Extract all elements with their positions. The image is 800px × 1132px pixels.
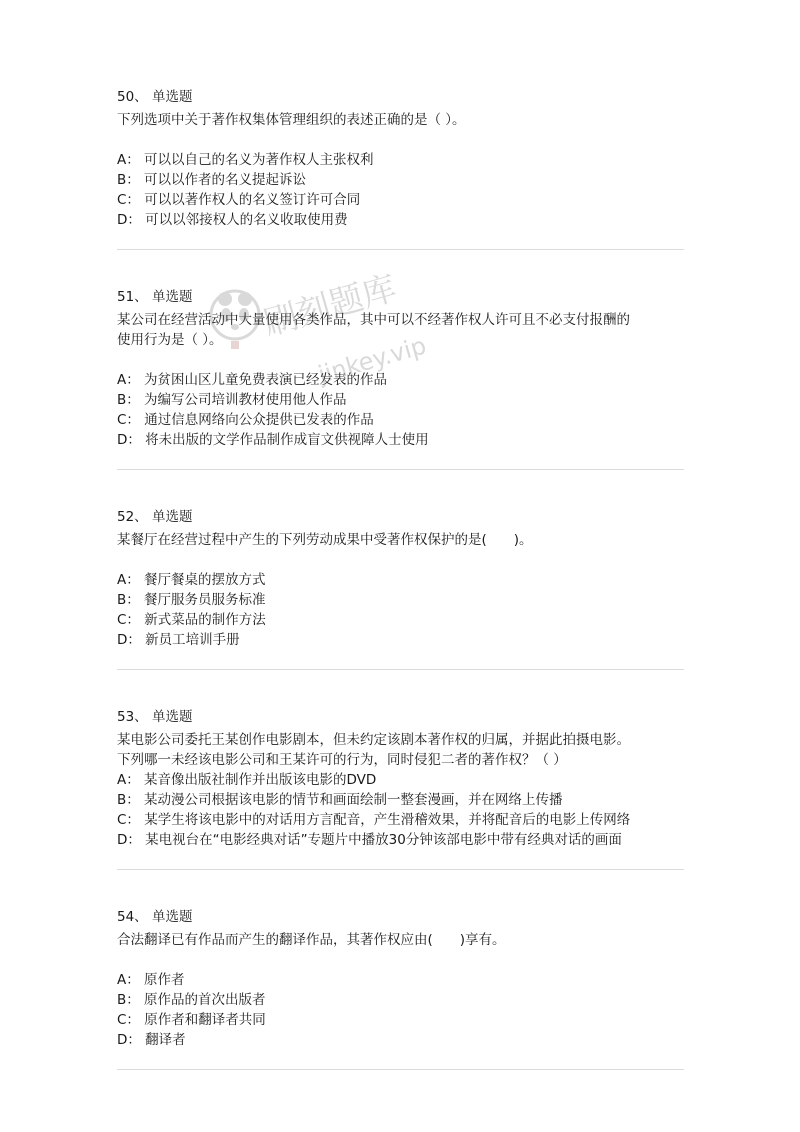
option-a[interactable]: A： 餐厅餐桌的摆放方式 bbox=[117, 572, 266, 588]
option-c[interactable]: C： 新式菜品的制作方法 bbox=[117, 612, 266, 628]
option-d[interactable]: D： 可以以邻接权人的名义收取使用费 bbox=[117, 212, 348, 228]
question-stem: 某公司在经营活动中大量使用各类作品，其中可以不经著作权人许可且不必支付报酬的 bbox=[117, 312, 630, 328]
option-b[interactable]: B： 为编写公司培训教材使用他人作品 bbox=[117, 392, 347, 408]
divider bbox=[117, 249, 684, 250]
question-number: 53、 单选题 bbox=[117, 709, 193, 725]
option-d[interactable]: D： 将未出版的文学作品制作成盲文供视障人士使用 bbox=[117, 432, 429, 448]
option-c[interactable]: C： 可以以著作权人的名义签订许可合同 bbox=[117, 192, 361, 208]
option-c[interactable]: C： 通过信息网络向公众提供已发表的作品 bbox=[117, 412, 374, 428]
option-a[interactable]: A： 为贫困山区儿童免费表演已经发表的作品 bbox=[117, 372, 388, 388]
question-50 bbox=[117, 88, 684, 258]
option-a[interactable]: A： 可以以自己的名义为著作权人主张权利 bbox=[117, 152, 374, 168]
question-number: 54、 单选题 bbox=[117, 909, 193, 925]
watermark-text: 刷刻题库 bbox=[259, 268, 401, 345]
question-stem-line-2: 下列哪一未经该电影公司和王某许可的行为，同时侵犯二者的著作权？（ ） bbox=[117, 752, 567, 768]
question-52 bbox=[117, 508, 684, 678]
question-stem: 合法翻译已有作品而产生的翻译作品，其著作权应由( )享有。 bbox=[117, 932, 506, 948]
option-c[interactable]: C： 某学生将该电影中的对话用方言配音，产生滑稽效果，并将配音后的电影上传网络 bbox=[117, 812, 631, 828]
question-stem: 下列选项中关于著作权集体管理组织的表述正确的是（ ）。 bbox=[117, 112, 466, 128]
option-c[interactable]: C： 原作者和翻译者共同 bbox=[117, 1012, 266, 1028]
question-54 bbox=[117, 908, 684, 1078]
divider bbox=[117, 669, 684, 670]
option-a[interactable]: A： 某音像出版社制作并出版该电影的DVD bbox=[117, 772, 377, 788]
question-stem-line-2: 使用行为是（ ）。 bbox=[117, 332, 223, 348]
option-b[interactable]: B： 原作品的首次出版者 bbox=[117, 992, 266, 1008]
divider bbox=[117, 1069, 684, 1070]
question-53 bbox=[117, 708, 684, 878]
divider bbox=[117, 869, 684, 870]
question-stem: 某餐厅在经营过程中产生的下列劳动成果中受著作权保护的是( )。 bbox=[117, 532, 533, 548]
question-stem: 某电影公司委托王某创作电影剧本，但未约定该剧本著作权的归属，并据此拍摄电影。 bbox=[117, 732, 630, 748]
watermark-url: jinkey.vip bbox=[315, 331, 430, 389]
divider bbox=[117, 469, 684, 470]
question-number: 52、 单选题 bbox=[117, 509, 193, 525]
question-number: 50、 单选题 bbox=[117, 89, 193, 105]
question-51 bbox=[117, 288, 684, 478]
option-b[interactable]: B： 某动漫公司根据该电影的情节和画面绘制一整套漫画，并在网络上传播 bbox=[117, 792, 563, 808]
option-b[interactable]: B： 可以以作者的名义提起诉讼 bbox=[117, 172, 307, 188]
option-b[interactable]: B： 餐厅服务员服务标准 bbox=[117, 592, 266, 608]
option-a[interactable]: A： 原作者 bbox=[117, 972, 185, 988]
question-number: 51、 单选题 bbox=[117, 289, 193, 305]
option-d[interactable]: D： 新员工培训手册 bbox=[117, 632, 240, 648]
option-d[interactable]: D： 翻译者 bbox=[117, 1032, 186, 1048]
option-d[interactable]: D： 某电视台在“电影经典对话”专题片中播放30分钟该部电影中带有经典对话的画面 bbox=[117, 832, 622, 848]
